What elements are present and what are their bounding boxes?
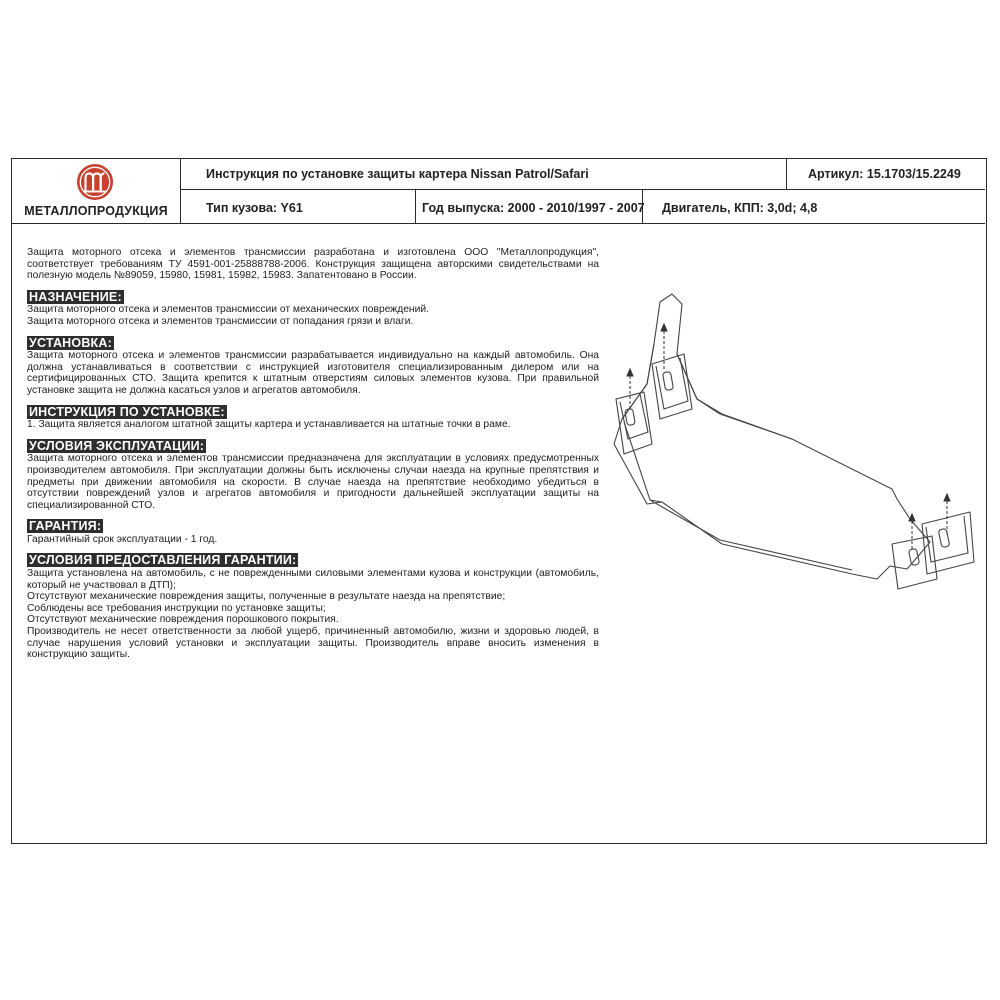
logo-cell [12, 159, 181, 223]
body-type: Тип кузова: Y61 [206, 201, 303, 215]
section-title-warranty-conditions: УСЛОВИЯ ПРЕДОСТАВЛЕНИЯ ГАРАНТИИ: [29, 553, 297, 568]
company-logo-icon [76, 163, 114, 201]
section-line: Отсутствуют механические повреждения защиты, полученные в результате наезда на препятствие; [27, 591, 506, 603]
section-line: Гарантийный срок эксплуатации - 1 год. [27, 533, 218, 545]
section-title-warranty: ГАРАНТИЯ: [29, 519, 102, 534]
instruction-text [27, 247, 599, 661]
header-col-divider-2 [415, 189, 416, 223]
doc-title: Инструкция по установке защиты картера Nissan Patrol/Safari [206, 167, 589, 181]
skid-plate-drawing [602, 244, 987, 594]
section-title-operating-conditions: УСЛОВИЯ ЭКСПЛУАТАЦИИ: [29, 438, 205, 453]
section-line: Производитель не несет ответственности за любой ущерб, причиненный автомобилю, жизни и здоровью людей, в случае нарушения условий установки и эксплуатации защиты. Производитель вправе вносить изменения в конструкцию защиты. [27, 626, 599, 661]
intro-paragraph: Защита моторного отсека и элементов трансмиссии разработана и изготовлена ООО "Металлопродукция", соответствует требованиям ТУ 4591-001-25888788-2006. Конструкция защищена авторскими свидетельствами на полезную модель №89059, 15980, 15981, 15982, 15983. Запатентовано в России. [27, 247, 599, 282]
production-year: Год выпуска: 2000 - 2010/1997 - 2007 [422, 201, 645, 215]
section-title-purpose: НАЗНАЧЕНИЕ: [29, 289, 122, 304]
article-number: Артикул: 15.1703/15.2249 [808, 167, 961, 181]
section-title-installation: УСТАНОВКА: [29, 335, 112, 350]
header-col-divider-1 [786, 159, 787, 189]
engine-info: Двигатель, КПП: 3,0d; 4,8 [662, 201, 818, 215]
header-row-divider [180, 189, 985, 190]
section-line: 1. Защита является аналогом штатной защиты картера и устанавливается на штатные точки в раме. [27, 419, 511, 431]
header-table [12, 159, 985, 224]
section-line: Защита моторного отсека и элементов трансмиссии от попадания грязи и влаги. [27, 315, 414, 327]
document-frame [11, 158, 987, 844]
section-line: Защита установлена на автомобиль, с не поврежденными силовыми элементами кузова и конструкции (автомобиль, который не участвовал в ДТП); [27, 568, 599, 591]
section-line: Защита моторного отсека и элементов трансмиссии от механических повреждений. [27, 304, 429, 316]
section-line: Защита моторного отсека и элементов трансмиссии разрабатывается индивидуально на каждый автомобиль. Она должна устанавливаться в соответствии с инструкцией изготовителя специализированным дилером или на сертифицированных СТО. Защита крепится к штатным отверстиям силовых элементов кузова. При правильной установке защита не должна касаться узлов и агрегатов автомобиля. [27, 350, 599, 396]
section-title-install-instructions: ИНСТРУКЦИЯ ПО УСТАНОВКЕ: [29, 404, 225, 419]
section-line: Защита моторного отсека и элементов трансмиссии предназначена для эксплуатации в условиях предусмотренных производителем автомобиля. При эксплуатации должны быть исключены случаи наезда на крупные препятствия и предметы при движении автомобиля на скорости. В случае наезда на препятствие необходимо убедиться в отсутствии повреждений узлов и агрегатов автомобиля и пригодности дальнейшей эксплуатации защиты на специализированной СТО. [27, 453, 599, 511]
section-line: Отсутствуют механические повреждения порошкового покрытия. [27, 614, 339, 626]
section-line: Соблюдены все требования инструкции по установке защиты; [27, 602, 326, 614]
logo-text: МЕТАЛЛОПРОДУКЦИЯ [24, 204, 168, 218]
